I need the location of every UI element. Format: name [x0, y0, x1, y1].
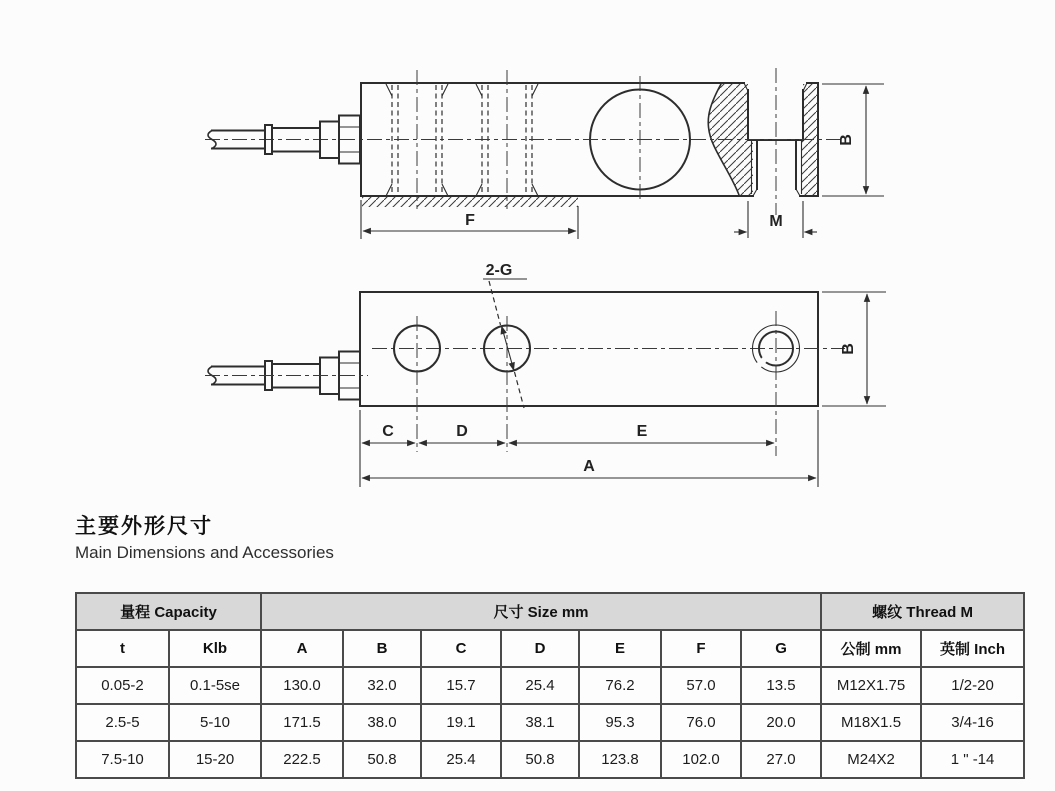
cell: 15.7: [421, 667, 501, 704]
plan-view: [205, 262, 886, 487]
section-title-block: [75, 510, 334, 563]
cell: 19.1: [421, 704, 501, 741]
cell: 123.8: [579, 741, 661, 778]
section-title-en: Main Dimensions and Accessories: [75, 543, 334, 562]
cell: 5-10: [169, 704, 261, 741]
dim-label-B-plan: B: [840, 343, 857, 355]
cell: 50.8: [343, 741, 421, 778]
dim-label-A: A: [583, 458, 595, 475]
cell: 38.0: [343, 704, 421, 741]
dim-label-M: M: [769, 213, 783, 230]
col-B: B: [343, 630, 421, 667]
cell: 95.3: [579, 704, 661, 741]
col-metric: 公制 mm: [821, 630, 921, 667]
cell: 20.0: [741, 704, 821, 741]
col-t: t: [76, 630, 169, 667]
col-D: D: [501, 630, 579, 667]
cell: M18X1.5: [821, 704, 921, 741]
col-F: F: [661, 630, 741, 667]
cell: M24X2: [821, 741, 921, 778]
table-row: [76, 741, 1024, 778]
table-row: [76, 704, 1024, 741]
cell: 7.5-10: [76, 741, 169, 778]
cell: 25.4: [501, 667, 579, 704]
col-klb: Klb: [169, 630, 261, 667]
cell: 171.5: [261, 704, 343, 741]
dimension-A: [362, 410, 818, 487]
section-title-zh: 主要外形尺寸: [75, 515, 213, 538]
dim-label-E: E: [636, 423, 648, 440]
cell: 27.0: [741, 741, 821, 778]
cell: 102.0: [661, 741, 741, 778]
col-G: G: [741, 630, 821, 667]
cell: 76.0: [661, 704, 741, 741]
dim-label-F: F: [465, 212, 475, 229]
cell: 76.2: [579, 667, 661, 704]
cell: 3/4-16: [921, 704, 1024, 741]
cell: 57.0: [661, 667, 741, 704]
cell: 38.1: [501, 704, 579, 741]
cell: 13.5: [741, 667, 821, 704]
cell: 32.0: [343, 667, 421, 704]
dim-label-B-side: B: [838, 134, 855, 146]
dimension-CDE: [360, 410, 774, 487]
dim-label-C: C: [382, 423, 394, 440]
cell: 1 " -14: [921, 741, 1024, 778]
cell: 50.8: [501, 741, 579, 778]
header-thread: 螺纹 Thread M: [821, 593, 1024, 630]
cell: 222.5: [261, 741, 343, 778]
col-inch: 英制 Inch: [921, 630, 1024, 667]
col-C: C: [421, 630, 501, 667]
header-capacity: 量程 Capacity: [76, 593, 261, 630]
col-E: E: [579, 630, 661, 667]
cell: 25.4: [421, 741, 501, 778]
cell: 15-20: [169, 741, 261, 778]
cell: 0.1-5se: [169, 667, 261, 704]
dim-label-D: D: [456, 423, 468, 440]
dimensions-table: [75, 592, 1025, 779]
cell: 0.05-2: [76, 667, 169, 704]
cell: 2.5-5: [76, 704, 169, 741]
cell: 130.0: [261, 667, 343, 704]
table-row: [76, 667, 1024, 704]
col-A: A: [261, 630, 343, 667]
cell: M12X1.75: [821, 667, 921, 704]
dim-label-2G: 2-G: [485, 262, 513, 279]
side-view: [205, 68, 884, 239]
cell: 1/2-20: [921, 667, 1024, 704]
header-size: 尺寸 Size mm: [261, 593, 821, 630]
ground-hatch: [362, 197, 578, 207]
